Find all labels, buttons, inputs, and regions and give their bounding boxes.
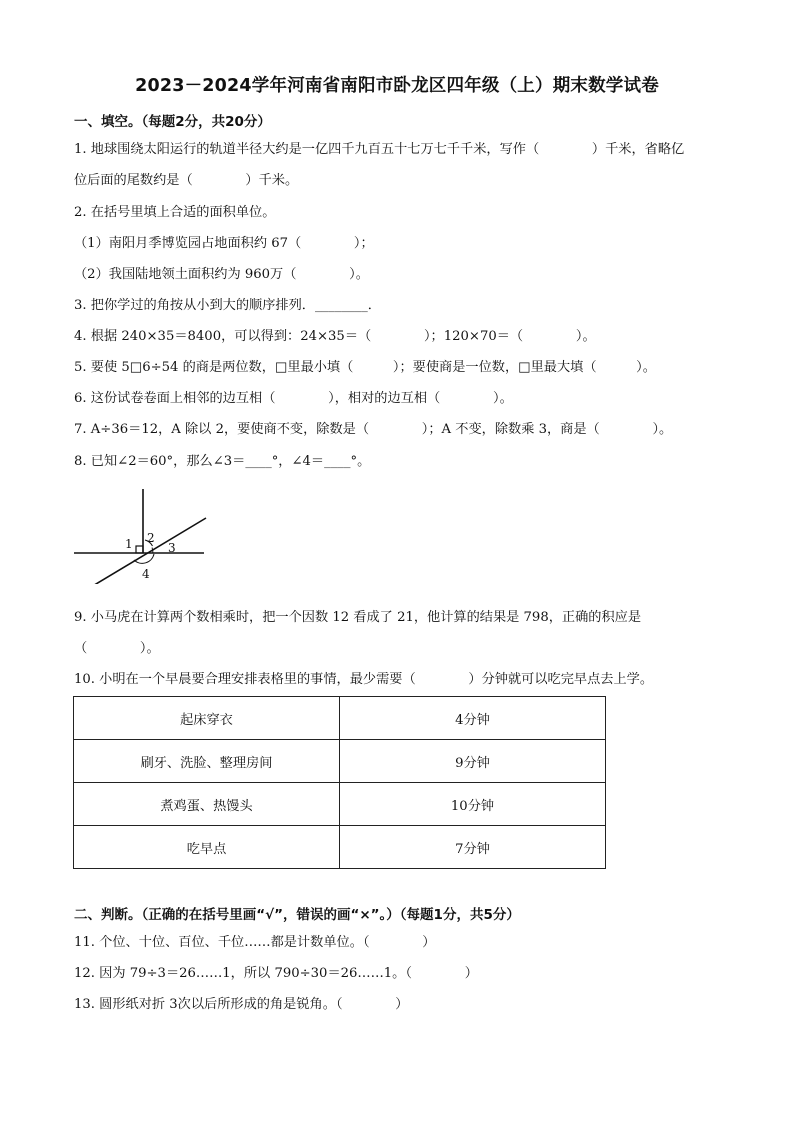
table-row [74, 697, 606, 740]
question-line: 11. 个位、十位、百位、千位……都是计数单位。（ ） [74, 935, 436, 950]
question-line: 8. 已知∠2＝60°，那么∠3＝____°，∠4＝____°。 [74, 454, 371, 469]
question-line: 位后面的尾数约是（ ）千米。 [74, 173, 299, 188]
question-line: 12. 因为 79÷3＝26……1，所以 790÷30＝26……1。（ ） [74, 966, 478, 981]
table-cell: 起床穿衣 [74, 697, 340, 740]
table-cell: 煮鸡蛋、热馒头 [74, 783, 340, 826]
question-line: 10. 小明在一个早晨要合理安排表格里的事情，最少需要（ ）分钟就可以吃完早点去上学。 [74, 672, 654, 687]
angle-label-3: 3 [168, 541, 176, 555]
question-line: 9. 小马虎在计算两个数相乘时，把一个因数 12 看成了 21，他计算的结果是 798，正确的积应是 [74, 610, 642, 625]
question-line: 1. 地球围绕太阳运行的轨道半径大约是一亿四千九百五十七万七千千米，写作（ ）千米，省略亿 [74, 142, 685, 157]
table-cell: 刷牙、洗脸、整理房间 [74, 740, 340, 783]
table-cell: 7分钟 [340, 826, 606, 869]
table-row [74, 783, 606, 826]
question-line: （2）我国陆地领土面积约为 960万（ ）。 [74, 267, 369, 282]
table-row [74, 740, 606, 783]
angle-figure [70, 484, 210, 584]
question-line: 2. 在括号里填上合适的面积单位。 [74, 205, 276, 220]
page-title: 2023－2024学年河南省南阳市卧龙区四年级（上）期末数学试卷 [135, 76, 659, 96]
angle-label-2: 2 [147, 531, 155, 545]
table-cell: 吃早点 [74, 826, 340, 869]
table-cell: 10分钟 [340, 783, 606, 826]
table-cell: 4分钟 [340, 697, 606, 740]
question-line: （ ）。 [74, 641, 160, 656]
right-angle-mark [136, 546, 143, 553]
question-line: （1）南阳月季博览园占地面积约 67（ ）； [74, 236, 374, 251]
angle-label-1: 1 [125, 537, 133, 551]
angle-label-4: 4 [142, 567, 150, 581]
section-2-heading: 二、判断。（正确的在括号里画“√”，错误的画“×”。）（每题1分，共5分） [74, 907, 520, 923]
question-line: 4. 根据 240×35＝8400，可以得到：24×35＝（ ）；120×70＝（ ）。 [74, 329, 596, 344]
table-row [74, 826, 606, 869]
question-line: 5. 要使 5□6÷54 的商是两位数，□里最小填（ ）；要使商是一位数，□里最大填（ ）。 [74, 360, 656, 375]
question-line: 6. 这份试卷卷面上相邻的边互相（ ），相对的边互相（ ）。 [74, 391, 513, 406]
question-line: 3. 把你学过的角按从小到大的顺序排列．________． [74, 298, 381, 313]
section-1-heading: 一、填空。（每题2分，共20分） [74, 114, 271, 130]
table-cell: 9分钟 [340, 740, 606, 783]
question-line: 7. A÷36＝12，A 除以 2，要使商不变，除数是（ ）；A 不变，除数乘 3，商是（ ）。 [74, 422, 673, 437]
question-line: 13. 圆形纸对折 3次以后所形成的角是锐角。（ ） [74, 997, 409, 1012]
morning-schedule-table [73, 696, 606, 869]
